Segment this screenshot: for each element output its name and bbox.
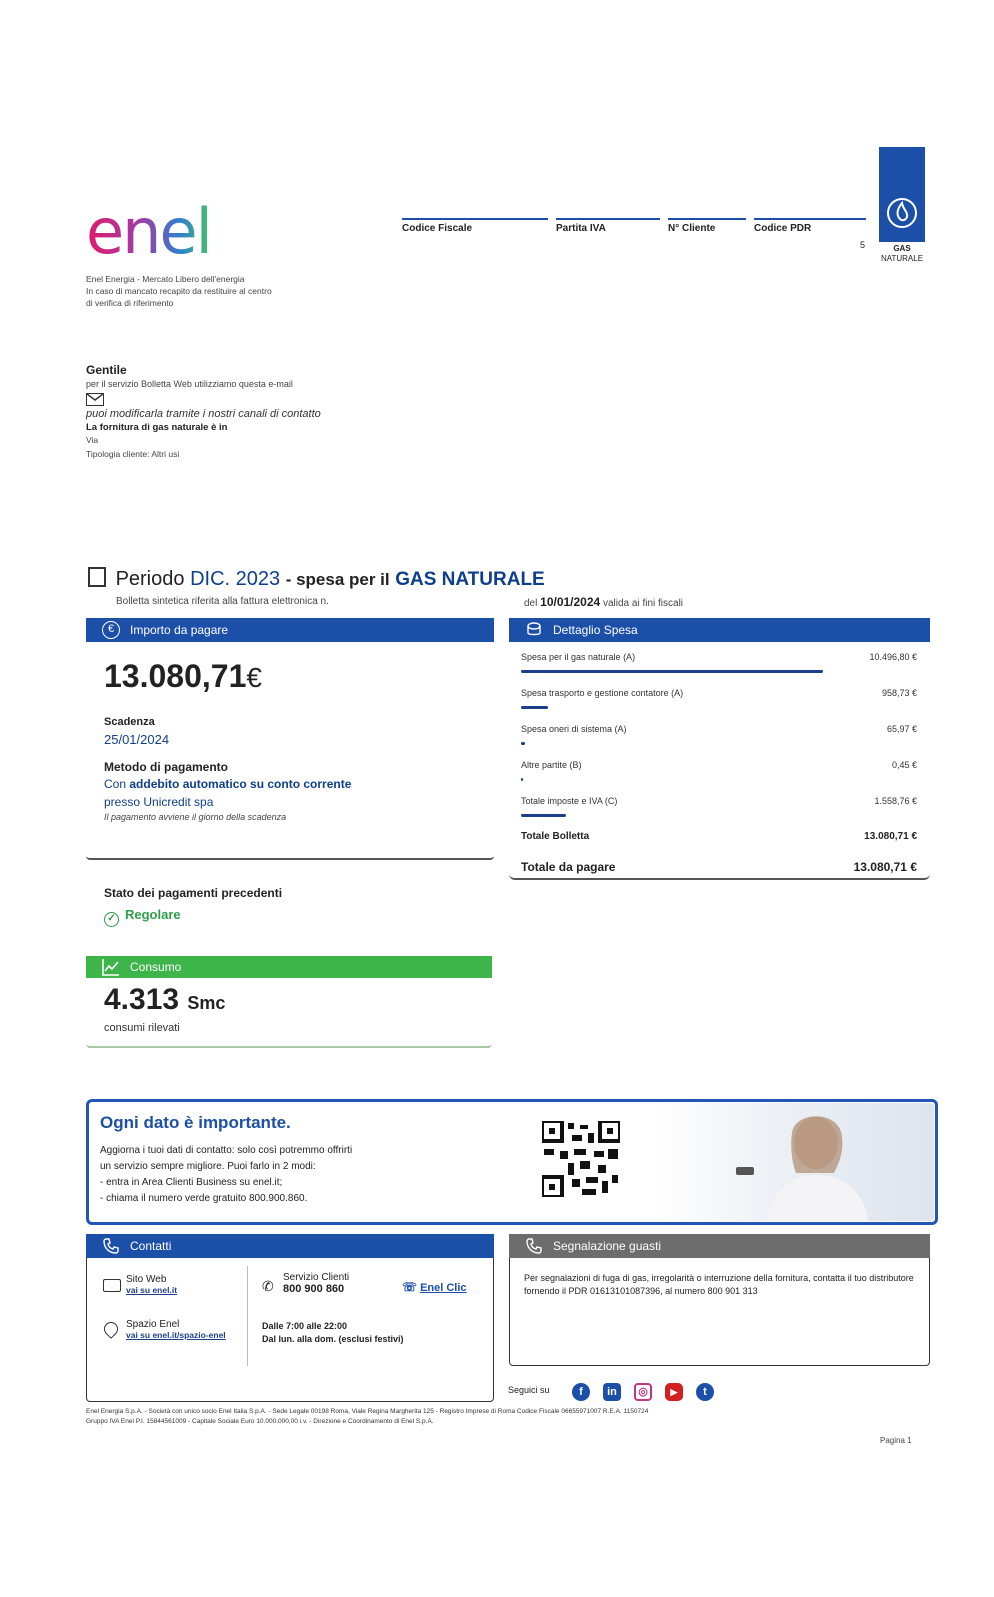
servizio-hours: Dalle 7:00 alle 22:00 Dal lun. alla dom. (esclusi festivi) [262, 1321, 404, 1344]
qr-code[interactable] [542, 1121, 620, 1197]
address-line: Via [86, 435, 99, 445]
field-numero-cliente: N° Cliente [668, 218, 746, 234]
headset-icon: ☏ [402, 1280, 418, 1294]
spazio-contact[interactable]: Spazio Enel vai su enel.it/spazio-enel [126, 1319, 226, 1340]
email-line: per il servizio Bolletta Web utilizziamo questa e-mail [86, 379, 293, 389]
badge-label: GAS NATURALE [880, 244, 924, 263]
detail-bar [521, 814, 566, 817]
header-fields [402, 218, 870, 238]
supply-line: La fornitura di gas naturale è in [86, 422, 228, 433]
bank-line: presso Unicredit spa [104, 795, 214, 809]
modify-line: puoi modificarla tramite i nostri canali di contatto [86, 408, 321, 420]
method-line: Con addebito automatico su conto corrente [104, 777, 352, 791]
instagram-icon[interactable]: ◎ [634, 1383, 652, 1401]
social-label: Seguici su [508, 1385, 550, 1395]
contatti-header: Contatti [86, 1234, 494, 1258]
dettaglio-rows: Spesa per il gas naturale (A) 10.496,80 € Spesa trasporto e gestione contatore (A) 958,73 € Spesa oneri di sistema (A) 65,97 € Altre partite (B) 0,45 € Totale imposte e IVA (C) 1.558,76 € [521, 652, 917, 822]
detail-bar [521, 706, 548, 709]
page-number: Pagina 1 [880, 1436, 912, 1445]
phone-alert-icon [525, 1237, 543, 1255]
stato-value: ✓ Regolare [104, 907, 181, 927]
badge-number: 5 [860, 240, 866, 250]
document-icon [88, 567, 106, 587]
web-contact[interactable]: Sito Web vai su enel.it [126, 1274, 178, 1295]
field-partita-iva: Partita IVA [556, 218, 660, 234]
payment-note: Il pagamento avviene il giorno della scadenza [104, 812, 287, 822]
detail-bar [521, 670, 823, 673]
enel-logo [86, 195, 266, 265]
svg-text:enel: enel [86, 195, 211, 265]
servizio-phone-icon: ✆ [262, 1278, 274, 1294]
period-subtitle-right: del 10/01/2024 valida ai fini fiscali [524, 595, 684, 609]
detail-bar [521, 778, 523, 781]
laptop-icon [103, 1279, 121, 1292]
importo-header: € Importo da pagare [86, 618, 494, 642]
coins-icon [525, 621, 543, 639]
period-title: Periodo DIC. 2023 - spesa per il GAS NATURALE [88, 567, 545, 591]
amount-due: 13.080,71€ [104, 658, 262, 694]
dettaglio-header: Dettaglio Spesa [509, 618, 930, 642]
mail-icon [86, 393, 104, 406]
detail-bar [521, 742, 525, 745]
consumo-value: 4.313 Smc [104, 983, 226, 1016]
customer-type: Tipologia cliente: Altri usi [86, 449, 180, 459]
totale-bolletta: Totale Bolletta 13.080,71 € [521, 831, 917, 842]
greeting: Gentile [86, 363, 127, 377]
guasti-header: Segnalazione guasti [509, 1234, 930, 1258]
guasti-text: Per segnalazioni di fuga di gas, irregolarità o interruzione della fornitura, contatta il tuo distributore fornendo il PDR 01613101087396, al numero 800 901 313 [524, 1273, 914, 1296]
enel-clic-link[interactable]: ☏ Enel Clic [402, 1280, 467, 1294]
twitter-icon[interactable]: t [696, 1383, 714, 1401]
chart-icon [102, 958, 120, 976]
field-codice-fiscale: Codice Fiscale [402, 218, 548, 234]
method-label: Metodo di pagamento [104, 760, 228, 774]
totale-pagare: Totale da pagare 13.080,71 € [521, 860, 917, 874]
consumo-header: Consumo [86, 956, 492, 978]
flame-icon [879, 147, 925, 242]
consumo-note: consumi rilevati [104, 1022, 180, 1034]
promo-photo [656, 1103, 934, 1221]
linkedin-icon[interactable]: in [603, 1383, 621, 1401]
due-label: Scadenza [104, 716, 155, 728]
company-info: Enel Energia - Mercato Libero dell'energia In caso di mancato recapito da restituire al centro di verifica di riferimento [86, 274, 272, 308]
euro-icon: € [102, 621, 120, 639]
gas-badge [879, 147, 925, 242]
phone-icon [102, 1237, 120, 1255]
customer-block [86, 363, 446, 461]
contatti-divider [247, 1266, 248, 1366]
youtube-icon[interactable]: ▶ [665, 1383, 683, 1401]
legal-footer: Enel Energia S.p.A. - Società con unico socio Enel Italia S.p.A. - Sede Legale 00198 Roma, Viale Regina Margherita 125 - Registro Imprese di Roma Codice Fiscale 06655971007 R.E.A. 1150724 Gruppo IVA Enel P.I. 15844561009 - Capitale Sociale Euro 10.000.000,00 i.v. - Direzione e Coordinamento di Enel S.p.A. [86, 1408, 649, 1425]
period-subtitle-left: Bolletta sintetica riferita alla fattura elettronica n. [116, 596, 329, 607]
field-codice-pdr: Codice PDR [754, 218, 866, 234]
servizio-clienti[interactable]: Servizio Clienti 800 900 860 [283, 1272, 350, 1295]
due-date: 25/01/2024 [104, 732, 170, 747]
promo-text: Aggiorna i tuoi dati di contatto: solo così potremmo offrirti un servizio sempre migliore. Puoi farlo in 2 modi: - entra in Area Clienti Business su enel.it; - chiama il numero verde gratuito 800.900.860. [100, 1145, 353, 1204]
facebook-icon[interactable]: f [572, 1383, 590, 1401]
promo-title: Ogni dato è importante. [100, 1113, 291, 1132]
stato-label: Stato dei pagamenti precedenti [104, 886, 283, 900]
check-icon: ✓ [104, 912, 119, 927]
